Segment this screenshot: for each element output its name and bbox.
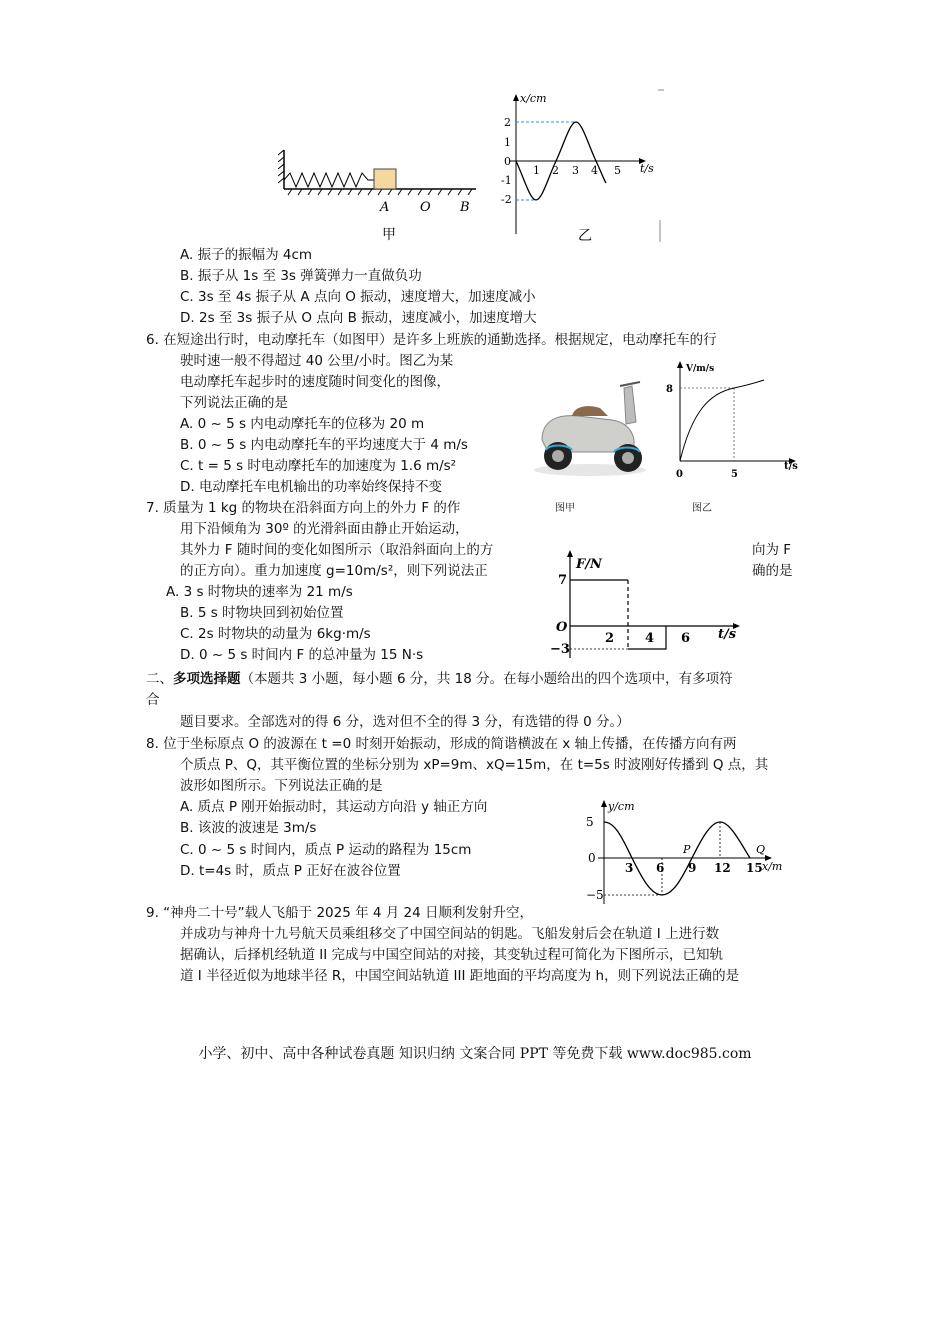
x-tick: 3	[625, 861, 634, 875]
x-tick: 15	[746, 861, 763, 875]
label-a: A	[380, 200, 390, 215]
q5-option-a: A. 振子的振幅为 4cm	[180, 247, 313, 263]
y-tick: −5	[586, 888, 604, 902]
wave-graph-figure	[580, 792, 790, 910]
origin-label: 0	[676, 469, 683, 480]
q6-line-2: 驶时速一般不得超过 40 公里/小时。图乙为某	[180, 353, 454, 369]
q6-line-1: 6. 在短途出行时，电动摩托车（如图甲）是许多上班族的通勤选择。根据规定，电动摩托车的行	[146, 332, 717, 348]
y-axis-label: V/m/s	[686, 364, 715, 374]
q6-fig-b-caption: 图乙	[692, 503, 712, 514]
xt-graph-figure	[494, 88, 669, 246]
origin-label: O	[556, 620, 568, 635]
x-tick: 4	[645, 631, 655, 646]
x-tick: 5	[731, 469, 738, 480]
q7-option-c: C. 2s 时物块的动量为 6kg·m/s	[180, 626, 371, 642]
x-tick: 9	[688, 861, 697, 875]
q7-line-1: 7. 质量为 1 kg 的物块在沿斜面方向上的外力 F 的作	[146, 500, 461, 516]
y-axis-label: y/cm	[608, 800, 635, 813]
q8-option-c: C. 0 ~ 5 s 时间内，质点 P 运动的路程为 15cm	[180, 842, 472, 858]
point-p-label: P	[683, 843, 691, 856]
x-tick: 2	[552, 164, 559, 177]
section-2-instructions: （本题共 3 小题，每小题 6 分，共 18 分。在每小题给出的四个选项中，有多项符	[240, 671, 733, 687]
q9-line-2: 并成功与神舟十九号航天员乘组移交了中国空间站的钥匙。飞船发射后会在轨道 I 上进行数	[180, 926, 720, 942]
label-b: B	[460, 200, 470, 215]
page-footer: 小学、初中、高中各种试卷真题 知识归纳 文案合同 PPT 等免费下载 www.doc985.com	[198, 1046, 752, 1062]
y-tick: 1	[504, 136, 511, 149]
y-tick: 5	[586, 815, 594, 829]
q8-line-2: 个质点 P、Q，其平衡位置的坐标分别为 xP=9m、xQ=15m，在 t=5s 时波刚好传播到 Q 点，其	[180, 757, 769, 773]
q6-fig-a-caption: 图甲	[555, 503, 575, 514]
y-tick: 0	[504, 155, 511, 168]
spring-oscillator-figure	[278, 145, 478, 245]
q8-line-1: 8. 位于坐标原点 O 的波源在 t =0 时刻开始振动，形成的简谐横波在 x 轴上传播，在传播方向有两	[146, 736, 737, 752]
q6-option-b: B. 0 ~ 5 s 内电动摩托车的平均速度大于 4 m/s	[180, 437, 468, 453]
y-tick: 2	[504, 116, 511, 129]
q6-line-3: 电动摩托车起步时的速度随时间变化的图像，	[180, 374, 450, 390]
y-tick: 7	[558, 573, 568, 588]
y-tick: -1	[501, 174, 512, 187]
q5-option-d: D. 2s 至 3s 振子从 O 点向 B 振动，速度减小，加速度增大	[180, 310, 537, 326]
caption-yi: 乙	[578, 228, 592, 244]
q7-option-b: B. 5 s 时物块回到初始位置	[180, 605, 344, 621]
x-tick: 3	[572, 164, 579, 177]
q9-line-4: 道 I 半径近似为地球半径 R，中国空间站轨道 III 距地面的平均高度为 h，则下列说法正确的是	[180, 968, 740, 984]
label-o: O	[420, 200, 431, 215]
x-tick: 1	[533, 164, 540, 177]
x-tick: 6	[656, 861, 665, 875]
y-axis-label: F/N	[576, 557, 602, 572]
x-tick: 5	[614, 164, 621, 177]
y-tick: -2	[501, 193, 512, 206]
y-tick: 8	[666, 384, 673, 395]
q6-option-d: D. 电动摩托车电机输出的功率始终保持不变	[180, 479, 442, 495]
y-axis-label: x/cm	[520, 92, 547, 105]
q5-option-c: C. 3s 至 4s 振子从 A 点向 O 振动，速度增大，加速度减小	[180, 289, 536, 305]
q7-option-a: A. 3 s 时物块的速率为 21 m/s	[166, 584, 353, 600]
y-tick: −3	[550, 642, 570, 657]
x-axis-label: t/s	[640, 162, 654, 175]
q7-line-4-right: 确的是	[752, 563, 793, 579]
q6-option-c: C. t = 5 s 时电动摩托车的加速度为 1.6 m/s²	[180, 458, 457, 474]
ft-graph-figure	[548, 546, 748, 662]
q7-line-2: 用下沿倾角为 30º 的光滑斜面由静止开始运动，	[180, 521, 469, 537]
section-2-line-2: 合	[146, 692, 160, 708]
q9-line-3: 据确认，后择机经轨道 II 完成与中国空间站的对接，其变轨过程可简化为下图所示，已知轨	[180, 947, 724, 963]
x-tick: 4	[591, 164, 598, 177]
q9-line-1: 9. “神舟二十号”载人飞船于 2025 年 4 月 24 日顺利发射升空，	[146, 905, 534, 921]
q7-option-d: D. 0 ~ 5 s 时间内 F 的总冲量为 15 N·s	[180, 647, 424, 663]
q8-option-d: D. t=4s 时，质点 P 正好在波谷位置	[180, 863, 401, 879]
q7-line-4: 的正方向）。重力加速度 g=10m/s²，则下列说法正	[180, 563, 488, 579]
y-tick: 0	[588, 851, 596, 865]
q8-option-a: A. 质点 P 刚开始振动时，其运动方向沿 y 轴正方向	[180, 799, 488, 815]
scooter-picture	[528, 370, 652, 480]
x-tick: 12	[714, 861, 731, 875]
q8-option-b: B. 该波的波速是 3m/s	[180, 820, 317, 836]
section-2-number: 二、	[146, 671, 173, 687]
section-2-title: 多项选择题	[173, 671, 241, 687]
q8-line-3: 波形如图所示。下列说法正确的是	[180, 778, 383, 794]
x-axis-label: t/s	[784, 461, 798, 472]
q5-option-b: B. 振子从 1s 至 3s 弹簧弹力一直做负功	[180, 268, 422, 284]
q6-line-4: 下列说法正确的是	[180, 395, 288, 411]
q6-option-a: A. 0 ~ 5 s 内电动摩托车的位移为 20 m	[180, 416, 425, 432]
section-2-line-3: 题目要求。全部选对的得 6 分，选对但不全的得 3 分，有选错的得 0 分。）	[180, 714, 630, 730]
vt-graph-figure	[660, 355, 808, 485]
q7-line-3: 其外力 F 随时间的变化如图所示（取沿斜面向上的方	[180, 542, 494, 558]
x-axis-label: x/m	[762, 860, 783, 873]
x-tick: 2	[605, 631, 615, 646]
q7-line-3-right: 向为 F	[752, 542, 792, 558]
x-axis-label: t/s	[718, 627, 737, 642]
caption-jia: 甲	[382, 227, 396, 243]
x-tick: 6	[681, 631, 691, 646]
point-q-label: Q	[756, 843, 766, 856]
section-2-line-1	[146, 670, 733, 688]
